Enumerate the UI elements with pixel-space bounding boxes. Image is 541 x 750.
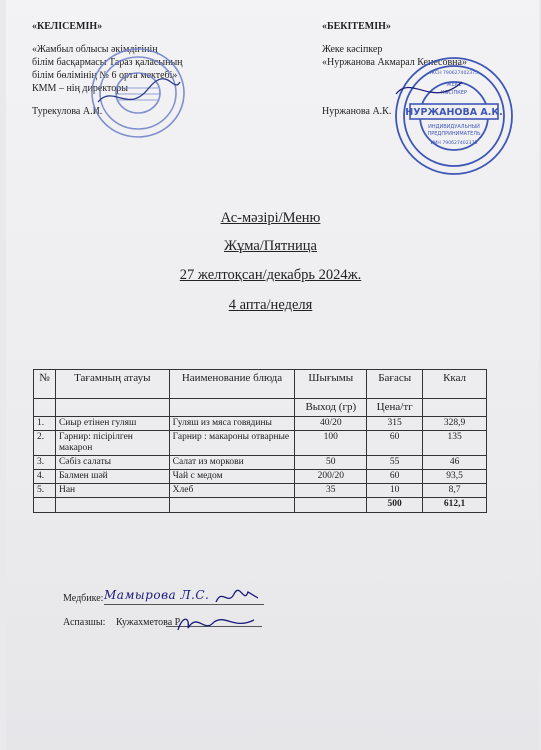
header-kcal: Ккал	[423, 370, 487, 399]
cell-num: 1.	[34, 417, 56, 431]
approval-right-signatory: Нуржанова А.К.	[322, 106, 392, 117]
approval-left-line: білім бөлімінің № 6 орта мектебі»	[32, 70, 178, 81]
cell-kcal: 328,9	[423, 417, 487, 431]
header-price: Бағасы	[367, 370, 423, 399]
approval-left-line: «Жамбыл облысы әкімдігінің	[32, 44, 158, 55]
cell-num: 5.	[34, 484, 56, 498]
nurse-signature	[212, 584, 262, 610]
date-title: 27 желтоқсан/декабрь 2024ж.	[179, 267, 362, 283]
stamp-line: КӘСІПКЕР	[441, 90, 467, 96]
table-row	[34, 484, 487, 498]
approval-left-line: білім басқармасы Тараз қаласының	[32, 57, 183, 68]
header-num: №	[34, 370, 56, 399]
cell-name-ru: Хлеб	[169, 484, 295, 498]
approval-right-heading: «БЕКІТЕМІН»	[322, 21, 391, 32]
table-header-row	[34, 370, 487, 399]
cell-name-ru: Гарнир : макароны отварные	[169, 431, 295, 456]
approval-left-line: КММ – нің директоры	[32, 83, 128, 94]
cell-yield: 40/20	[295, 417, 367, 431]
table-subheader-row	[34, 399, 487, 417]
header-price-sub: Цена/тг	[367, 399, 423, 417]
cell-name-kz: Сәбіз салаты	[55, 456, 169, 470]
header-name-kz: Тағамның атауы	[55, 370, 169, 399]
approval-left-heading: «КЕЛІСЕМІН»	[32, 21, 103, 32]
header-name-ru: Наименование блюда	[169, 370, 295, 399]
table-row	[34, 456, 487, 470]
cell-price: 60	[367, 431, 423, 456]
entrepreneur-seal-stamp	[392, 54, 516, 178]
cell-yield: 100	[295, 431, 367, 456]
cell-kcal: 93,5	[423, 470, 487, 484]
cook-name: Кужахметова Р.	[116, 617, 182, 628]
cook-signature	[174, 610, 260, 636]
cell-price: 55	[367, 456, 423, 470]
day-title: Жұма/Пятница	[224, 238, 317, 254]
cell-yield: 35	[295, 484, 367, 498]
table-row	[34, 417, 487, 431]
cell-name-kz: Нан	[55, 484, 169, 498]
cell-price: 60	[367, 470, 423, 484]
cell-price: 315	[367, 417, 423, 431]
cell-name-kz: Сиыр етінен гуляш	[55, 417, 169, 431]
nurse-label: Медбике:	[63, 593, 104, 604]
approval-right-line: Жеке кәсіпкер	[322, 44, 383, 55]
stamp-line: ЖСН 790627402375	[429, 71, 479, 76]
header-yield: Шығымы	[295, 370, 367, 399]
cell-kcal: 46	[423, 456, 487, 470]
cell-kcal: 8,7	[423, 484, 487, 498]
table-total-row	[34, 498, 487, 513]
cell-price: 10	[367, 484, 423, 498]
cell-yield: 200/20	[295, 470, 367, 484]
stamp-line: ЖЕКЕ	[446, 82, 462, 88]
week-title: 4 апта/неделя	[228, 297, 313, 313]
stamp-center-text: НУРЖАНОВА А.К.	[405, 107, 503, 118]
header-yield-sub: Выход (гр)	[295, 399, 367, 417]
menu-table	[33, 369, 487, 513]
cell-num: 4.	[34, 470, 56, 484]
cell-name-kz: Балмен шәй	[55, 470, 169, 484]
cell-num: 2.	[34, 431, 56, 456]
cell-name-ru: Гуляш из мяса говядины	[169, 417, 295, 431]
table-row	[34, 470, 487, 484]
total-kcal: 612,1	[423, 498, 487, 513]
stamp-line: ИНДИВИДУАЛЬНЫЙ	[428, 124, 480, 130]
table-row	[34, 431, 487, 456]
cook-label: Аспазшы:	[63, 617, 106, 628]
approval-left-signatory: Турекулова А.И.	[32, 106, 103, 117]
cell-name-ru: Чай с медом	[169, 470, 295, 484]
cell-num: 3.	[34, 456, 56, 470]
menu-title: Ас-мәзірі/Меню	[220, 210, 321, 226]
cell-kcal: 135	[423, 431, 487, 456]
stamp-line: ПРЕДПРИНИМАТЕЛЬ	[427, 131, 481, 137]
stamp-line: ИИН 790627402375	[430, 141, 478, 146]
nurse-handwriting: Мамырова Л.С.	[104, 588, 210, 602]
cell-name-ru: Салат из моркови	[169, 456, 295, 470]
approval-right-line: «Нуржанова Акмарал Кенесовна»	[322, 57, 467, 68]
school-seal-stamp	[88, 44, 188, 142]
total-price: 500	[367, 498, 423, 513]
cell-yield: 50	[295, 456, 367, 470]
cell-name-kz: Гарнир: пісірілген макарон	[55, 431, 169, 456]
